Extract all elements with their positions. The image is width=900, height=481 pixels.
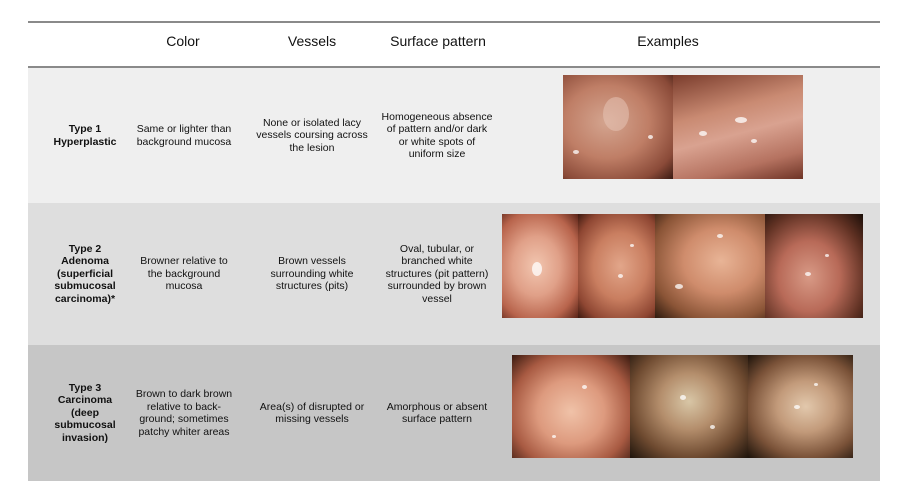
endoscopy-image	[630, 355, 748, 458]
endoscopy-image	[748, 355, 853, 458]
type-line: Type 3	[68, 381, 102, 394]
vessels-line: None or isolated lacy	[262, 116, 362, 129]
type-line: Type 2	[68, 242, 102, 255]
type-line: carcinoma)*	[54, 292, 116, 305]
surface-line: of pattern and/or dark	[386, 123, 488, 135]
surface-cell	[375, 345, 499, 481]
surface-line: or white spots of	[398, 135, 476, 148]
surface-line: Amorphous or absent	[386, 400, 488, 413]
vessels-line: vessels coursing across	[256, 129, 368, 142]
surface-line: structures (pit pattern)	[385, 267, 489, 280]
color-cell	[126, 345, 242, 481]
endoscopy-image	[512, 355, 630, 458]
type-cell	[40, 203, 130, 345]
endoscopy-image	[765, 214, 863, 318]
type-line: invasion)	[61, 431, 109, 444]
color-line: Same or lighter than	[136, 123, 232, 135]
examples-images	[512, 355, 853, 458]
color-cell	[126, 203, 242, 345]
surface-line: Homogeneous absence	[381, 110, 493, 123]
surface-line: surface pattern	[401, 413, 473, 425]
type-line: submucosal	[54, 280, 116, 293]
endoscopy-image	[673, 75, 803, 179]
surface-cell	[375, 203, 499, 345]
color-line: ground; sometimes	[139, 413, 229, 425]
vessels-line: structures (pits)	[275, 280, 349, 293]
color-line: Browner relative to	[140, 255, 228, 268]
type-line: Type 1	[68, 123, 102, 135]
vessels-cell	[252, 345, 372, 481]
row-type-2	[28, 203, 880, 345]
endoscopy-image	[563, 75, 673, 179]
header-vessels: Vessels	[287, 33, 337, 49]
surface-line: uniform size	[408, 148, 466, 160]
color-line: relative to back-	[146, 400, 222, 413]
vessels-line: missing vessels	[275, 413, 349, 425]
type-line: (superficial	[56, 267, 114, 280]
color-line: Brown to dark brown	[135, 388, 233, 400]
top-rule	[28, 21, 880, 23]
type-line: Carcinoma	[57, 394, 113, 407]
vessels-line: the lesion	[289, 141, 335, 154]
header-examples: Examples	[637, 33, 699, 49]
surface-line: branched white	[401, 255, 473, 268]
color-cell	[126, 68, 242, 203]
vessels-line: Area(s) of disrupted or	[259, 400, 365, 413]
endoscopy-image	[502, 214, 578, 318]
color-line: the background	[147, 267, 221, 280]
vessels-cell	[252, 68, 372, 203]
color-line: mucosa	[165, 280, 203, 293]
type-cell	[40, 68, 130, 203]
examples-images	[563, 75, 803, 179]
vessels-line: Brown vessels	[278, 255, 346, 268]
endoscopy-image	[655, 214, 765, 318]
type-line: (deep submucosal	[54, 406, 116, 432]
header-color: Color	[166, 33, 200, 49]
vessels-line: surrounding white	[270, 267, 354, 280]
color-line: background mucosa	[136, 135, 232, 148]
surface-line: vessel	[422, 292, 452, 305]
type-line: Hyperplastic	[53, 135, 117, 148]
type-line: Adenoma	[61, 255, 109, 268]
row-type-1	[28, 68, 880, 203]
header-surface-pattern: Surface pattern	[390, 33, 486, 49]
examples-images	[502, 214, 863, 318]
surface-line: Oval, tubular, or	[399, 242, 475, 255]
nice-classification-table	[28, 0, 880, 481]
endoscopy-image	[578, 214, 655, 318]
surface-line: surrounded by brown	[387, 280, 487, 293]
surface-cell	[375, 68, 499, 203]
color-line: patchy whiter areas	[138, 425, 230, 438]
vessels-cell	[252, 203, 372, 345]
row-type-3	[28, 345, 880, 481]
type-cell	[40, 345, 130, 481]
